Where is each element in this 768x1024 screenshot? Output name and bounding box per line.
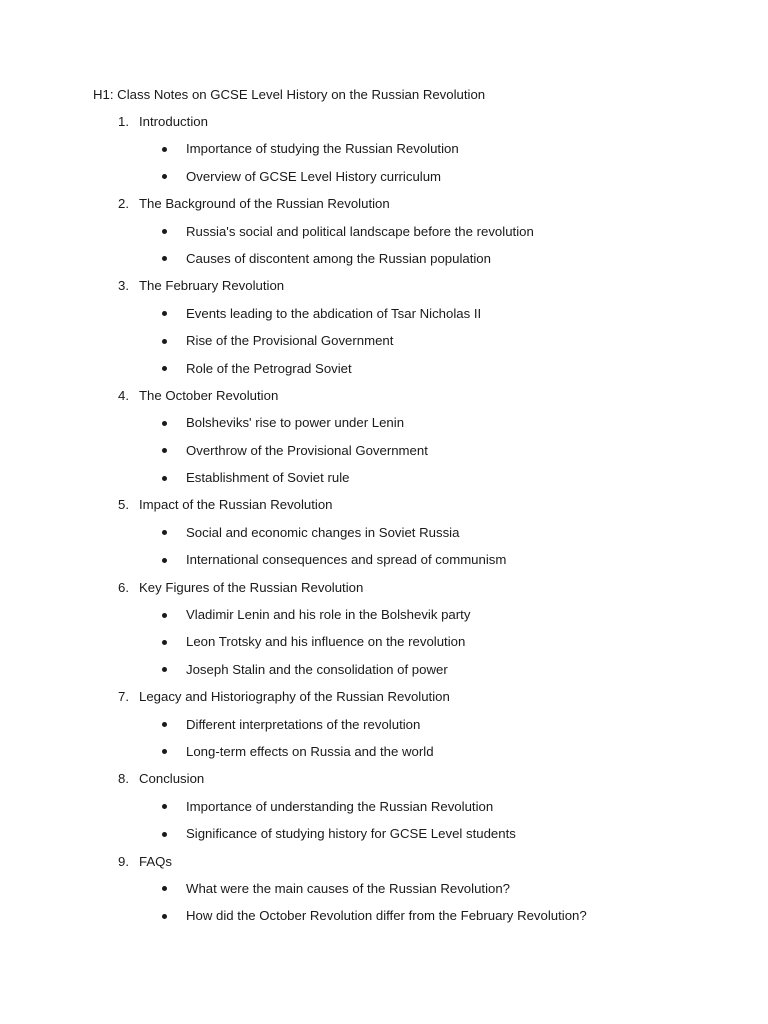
outline-list <box>0 113 768 935</box>
bullet-icon <box>162 311 167 316</box>
bullet-icon <box>162 667 167 672</box>
list-item <box>0 414 768 441</box>
bullet-text: Overview of GCSE Level History curriculum <box>186 168 442 184</box>
section-number: 1. <box>118 114 129 129</box>
outline-section <box>0 853 768 880</box>
bullet-text: Establishment of Soviet rule <box>186 470 350 486</box>
bullet-text: Vladimir Lenin and his role in the Bolshevik party <box>186 607 471 623</box>
section-title: Key Figures of the Russian Revolution <box>139 579 364 595</box>
section-title: The Background of the Russian Revolution <box>139 196 390 212</box>
list-item <box>0 223 768 250</box>
bullet-icon <box>162 530 167 535</box>
bullet-icon <box>162 448 167 453</box>
bullet-icon <box>162 722 167 727</box>
bullet-icon <box>162 804 167 809</box>
bullet-icon <box>162 174 167 179</box>
outline-section <box>0 387 768 414</box>
bullet-text: Significance of studying history for GCSE Level students <box>186 826 516 842</box>
list-item <box>0 743 768 770</box>
list-item <box>0 360 768 387</box>
bullet-text: How did the October Revolution differ from the February Revolution? <box>186 908 587 924</box>
section-number: 2. <box>118 196 129 212</box>
bullet-text: Rise of the Provisional Government <box>186 333 394 349</box>
bullet-text: Role of the Petrograd Soviet <box>186 360 352 376</box>
list-item <box>0 798 768 825</box>
list-item <box>0 524 768 551</box>
section-number: 5. <box>118 497 129 513</box>
bullet-text: Social and economic changes in Soviet Russia <box>186 524 460 540</box>
bullet-icon <box>162 256 167 261</box>
list-item <box>0 250 768 277</box>
bullet-icon <box>162 558 167 563</box>
outline-section <box>0 688 768 715</box>
outline-section <box>0 579 768 606</box>
section-title: Impact of the Russian Revolution <box>139 497 333 513</box>
bullet-icon <box>162 229 167 234</box>
list-item <box>0 332 768 359</box>
list-item <box>0 880 768 907</box>
bullet-text: Leon Trotsky and his influence on the revolution <box>186 634 466 650</box>
section-number: 6. <box>118 579 129 595</box>
bullet-text: Different interpretations of the revolution <box>186 716 421 732</box>
list-item <box>0 716 768 743</box>
outline-section <box>0 195 768 222</box>
bullet-icon <box>162 832 167 837</box>
bullet-icon <box>162 613 167 618</box>
list-item <box>0 633 768 660</box>
list-item <box>0 168 768 195</box>
bullet-text: Causes of discontent among the Russian population <box>186 250 491 266</box>
bullet-text: Bolsheviks' rise to power under Lenin <box>186 415 405 431</box>
section-title: The October Revolution <box>139 387 279 403</box>
section-number: 8. <box>118 771 129 787</box>
bullet-text: Russia's social and political landscape before the revolution <box>186 223 534 239</box>
bullet-icon <box>162 366 167 371</box>
section-number: 4. <box>118 387 129 403</box>
list-item <box>0 140 768 167</box>
section-number: 3. <box>118 278 129 294</box>
list-item <box>0 907 768 934</box>
list-item <box>0 551 768 578</box>
outline-section <box>0 113 768 140</box>
bullet-icon <box>162 749 167 754</box>
bullet-text: Importance of understanding the Russian Revolution <box>186 798 494 814</box>
bullet-icon <box>162 914 167 919</box>
section-title: Introduction <box>139 114 208 129</box>
bullet-icon <box>162 886 167 891</box>
bullet-icon <box>162 421 167 426</box>
bullet-icon <box>162 640 167 645</box>
list-item <box>0 825 768 852</box>
bullet-text: Long-term effects on Russia and the world <box>186 743 434 759</box>
outline-section <box>0 277 768 304</box>
section-number: 9. <box>118 853 129 869</box>
bullet-icon <box>162 339 167 344</box>
bullet-icon <box>162 476 167 481</box>
list-item <box>0 606 768 633</box>
section-title: FAQs <box>139 853 172 869</box>
list-item <box>0 469 768 496</box>
bullet-text: Importance of studying the Russian Revolution <box>186 141 459 157</box>
bullet-text: Overthrow of the Provisional Government <box>186 442 428 458</box>
bullet-text: What were the main causes of the Russian Revolution? <box>186 880 510 896</box>
bullet-text: Events leading to the abdication of Tsar Nicholas II <box>186 305 482 321</box>
bullet-text: Joseph Stalin and the consolidation of power <box>186 661 448 677</box>
list-item <box>0 661 768 688</box>
list-item <box>0 442 768 469</box>
section-title: The February Revolution <box>139 278 285 294</box>
bullet-text: International consequences and spread of communism <box>186 552 507 568</box>
page-title: H1: Class Notes on GCSE Level History on the Russian Revolution <box>93 87 486 102</box>
outline-section <box>0 770 768 797</box>
outline-section <box>0 496 768 523</box>
section-title: Conclusion <box>139 771 205 787</box>
list-item <box>0 305 768 332</box>
section-number: 7. <box>118 689 129 705</box>
bullet-icon <box>162 147 167 152</box>
section-title: Legacy and Historiography of the Russian Revolution <box>139 689 450 705</box>
